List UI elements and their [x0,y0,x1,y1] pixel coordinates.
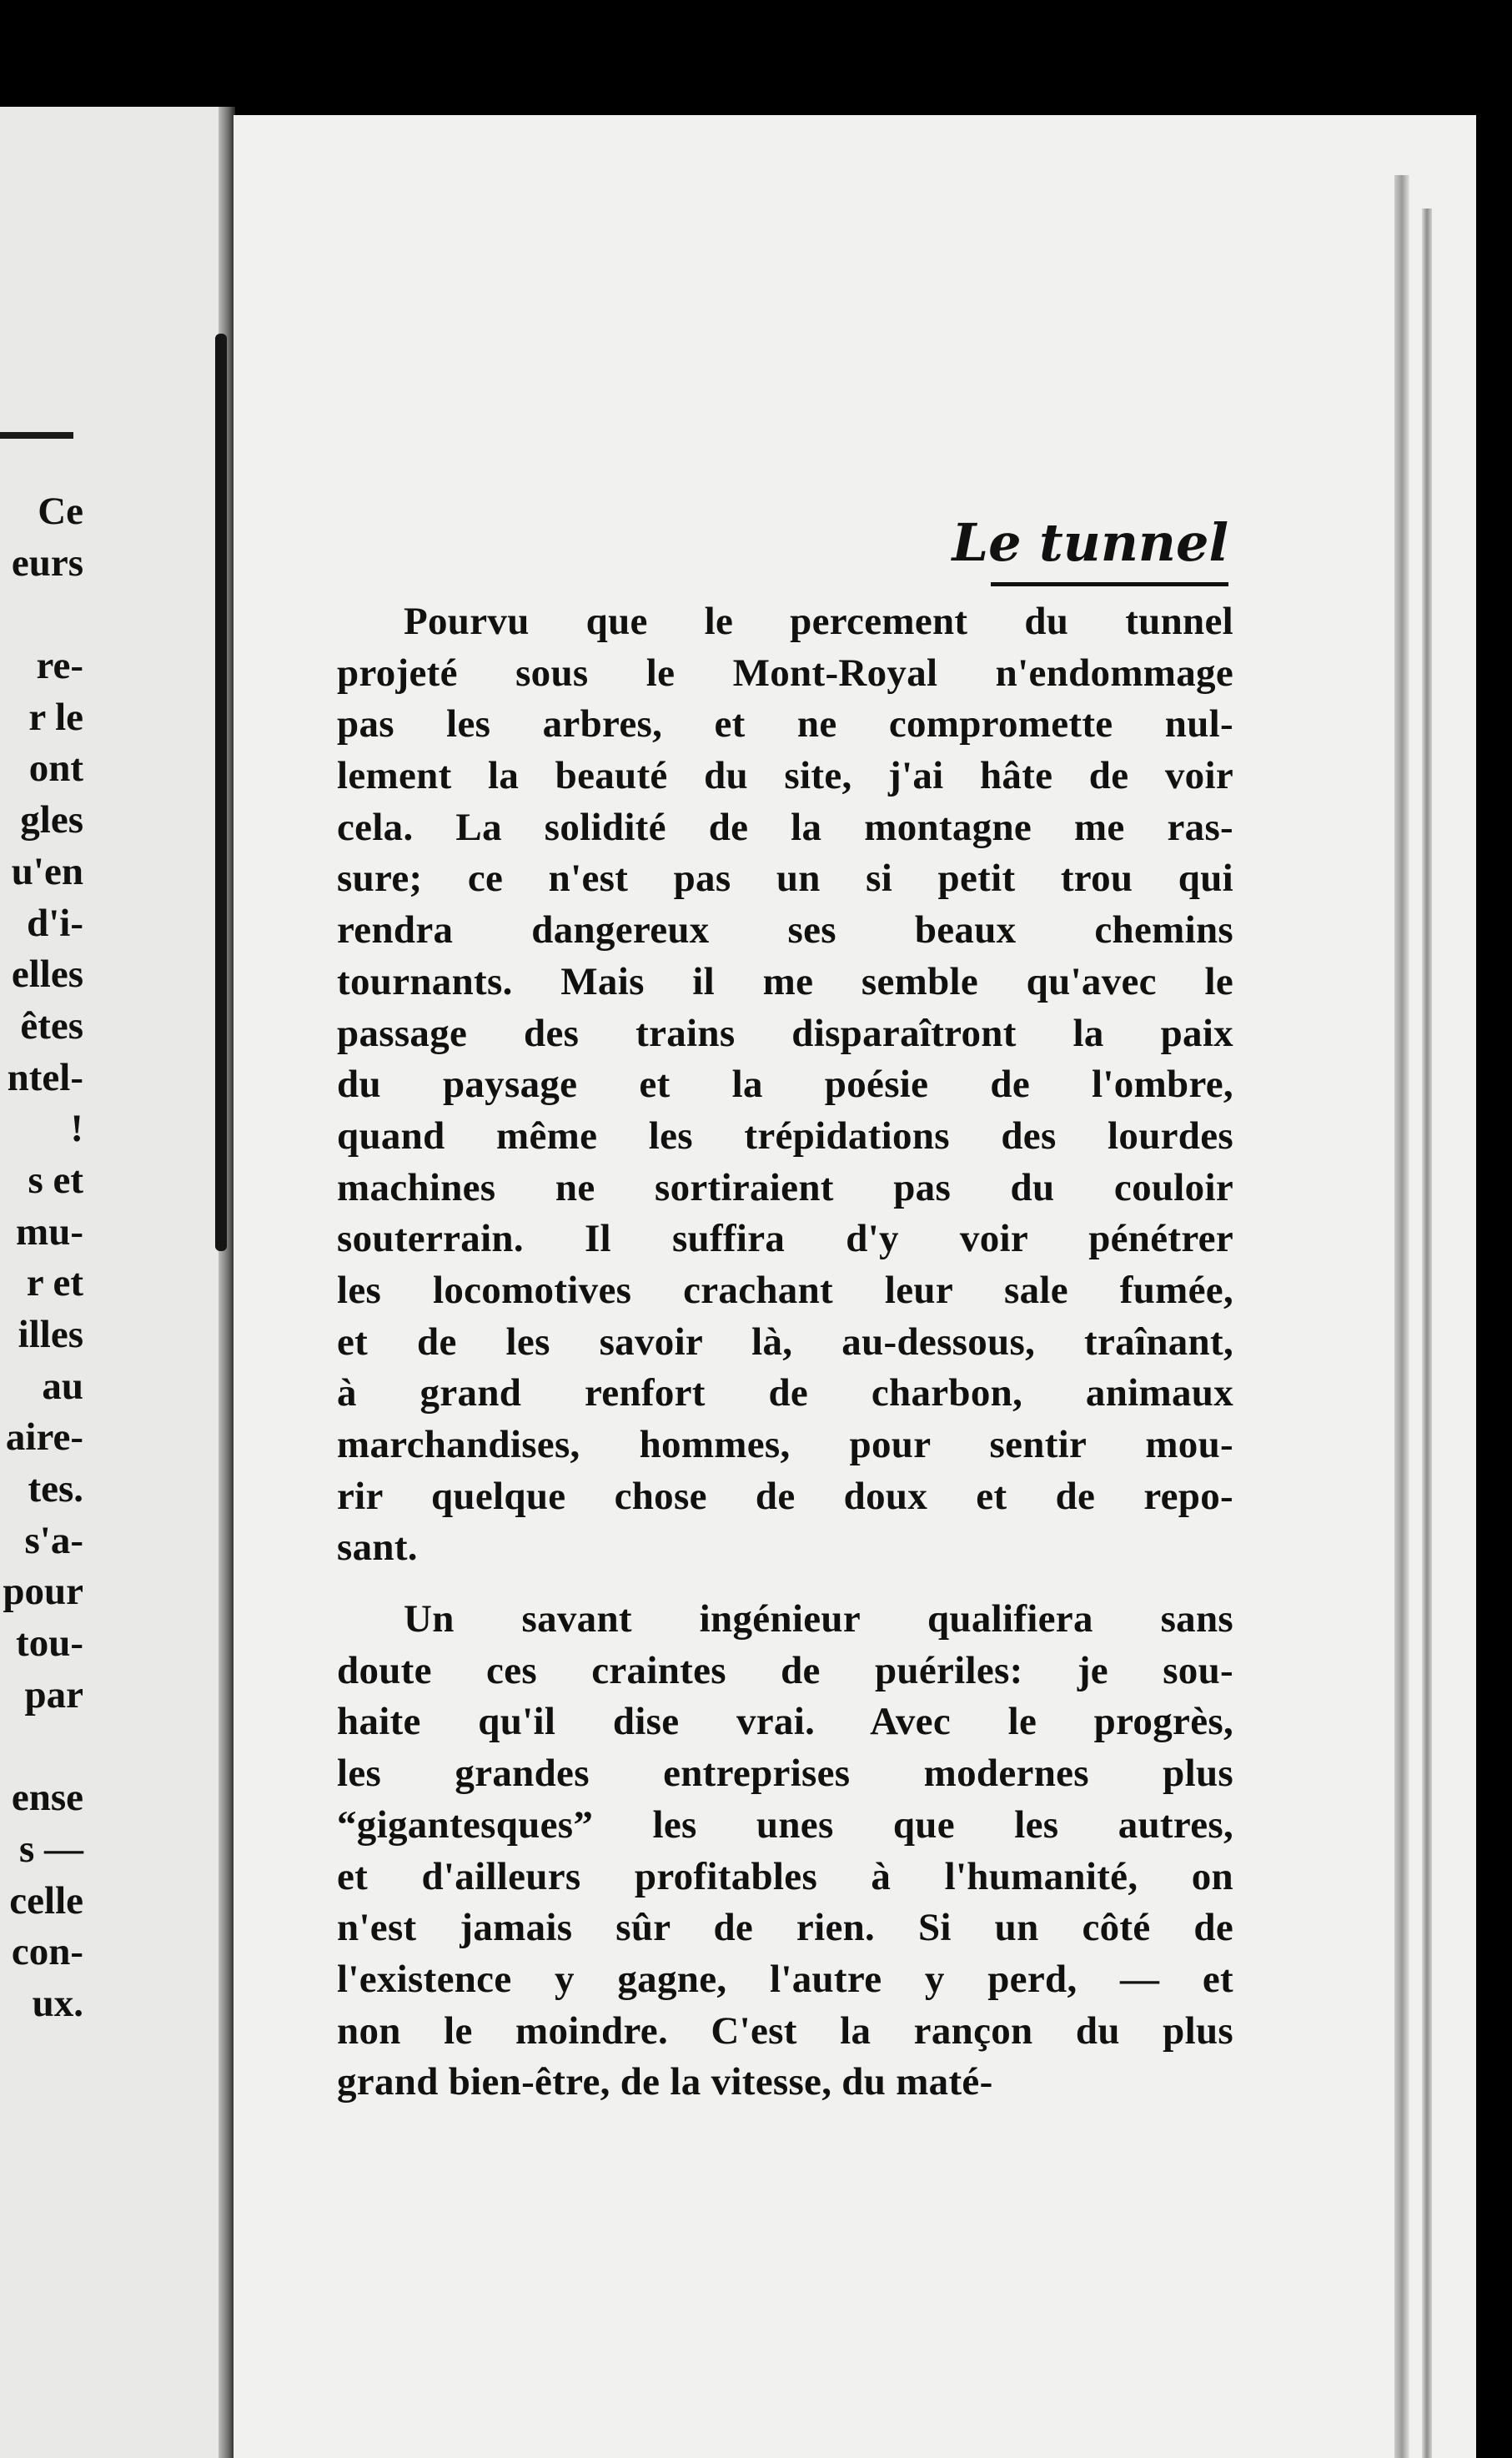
left-fragment: aire- [5,1415,83,1460]
left-fragment: illes [18,1313,83,1356]
left-fragment: au [42,1364,83,1408]
left-fragment [0,589,83,641]
text-line: haite qu'il dise vrai. Avec le progrès, [337,1700,1233,1744]
text-line: rendra dangereux ses beaux chemins [337,908,1233,953]
text-line: n'est jamais sûr de rien. Si un côté de [337,1906,1233,1950]
left-fragment: ont [28,746,83,791]
text-line: tournants. Mais il me semble qu'avec le [337,959,1233,1003]
text-line: du paysage et la poésie de l'ombre, [337,1063,1233,1107]
left-fragment: mu- [16,1209,83,1254]
text-line: projeté sous le Mont-Royal n'endommage [337,651,1233,695]
text-line: sant. [337,1526,418,1570]
left-fragment [0,1722,83,1773]
left-fragment: gles [20,798,83,842]
text-line: rir quelque chose de doux et de repo- [337,1474,1233,1518]
text-line: cela. La solidité de la montagne me ras- [337,805,1233,849]
left-fragment: s et [28,1158,83,1202]
left-page-text-fragments [0,486,83,2030]
left-fragment: u'en [11,849,83,893]
text-line: sure; ce n'est pas un si petit trou qui [337,857,1233,901]
section-title: Le tunnel [952,512,1228,573]
left-fragment: s — [18,1827,83,1871]
left-fragment: d'i- [27,901,83,945]
left-fragment: r le [28,695,83,739]
paragraph [337,596,1233,1574]
left-page-rule [0,432,73,439]
left-fragment: pour [3,1570,83,1614]
left-fragment: s'a- [24,1518,83,1562]
text-line: passage des trains disparaîtront la paix [337,1011,1233,1055]
text-line: pas les arbres, et ne compromette nul- [337,702,1233,746]
body-text [337,596,1233,2109]
text-line: et de les savoir là, au-dessous, traînant, [337,1319,1233,1364]
left-facing-page [0,107,227,2458]
left-fragment: ux. [32,1981,83,2025]
gutter-shadow [215,334,227,1251]
left-fragment: tes. [28,1467,83,1511]
text-line: Pourvu que le percement du tunnel [404,600,1233,643]
left-fragment: eurs [11,540,83,585]
left-fragment: ! [70,1107,83,1151]
title-underline [991,582,1228,586]
left-fragment: êtes [20,1003,83,1048]
page-edge-secondary [1422,209,1432,2458]
text-line: les grandes entreprises modernes plus [337,1752,1233,1796]
left-fragment: re- [36,644,83,688]
left-fragment: celle [9,1878,83,1923]
text-line: à grand renfort de charbon, animaux [337,1371,1233,1415]
text-line: quand même les trépidations des lourdes [337,1113,1233,1158]
left-fragment: ense [11,1776,83,1820]
page-edge [1394,175,1409,2458]
left-fragment: con- [11,1930,83,1974]
paragraph [337,1594,1233,2109]
left-fragment: par [24,1672,83,1717]
paragraph-gap [337,1574,1233,1594]
text-line: “gigantesques” les unes que les autres, [337,1802,1233,1847]
text-line: et d'ailleurs profitables à l'humanité, on [337,1854,1233,1898]
left-fragment: elles [11,953,83,997]
text-line: non le moindre. C'est la rançon du plus [337,2008,1233,2053]
left-fragment: ntel- [7,1055,83,1099]
text-line: machines ne sortiraient pas du couloir [337,1165,1233,1209]
text-line: marchandises, hommes, pour sentir mou- [337,1423,1233,1466]
text-line: les locomotives crachant leur sale fumée, [337,1268,1233,1312]
text-line: lement la beauté du site, j'ai hâte de voir [337,754,1233,798]
right-page-content [337,509,1233,2109]
text-line: souterrain. Il suffira d'y voir pénétrer [337,1217,1233,1261]
text-line: l'existence y gagne, l'autre y perd, — et [337,1957,1233,2001]
text-line: Un savant ingénieur qualifiera sans [404,1597,1233,1641]
left-fragment: r et [26,1261,83,1305]
left-fragment: Ce [38,490,83,533]
text-line: doute ces craintes de puériles: je sou- [337,1648,1233,1692]
left-fragment: tou- [16,1621,83,1666]
text-line: grand bien-être, de la vitesse, du maté- [337,2060,993,2104]
